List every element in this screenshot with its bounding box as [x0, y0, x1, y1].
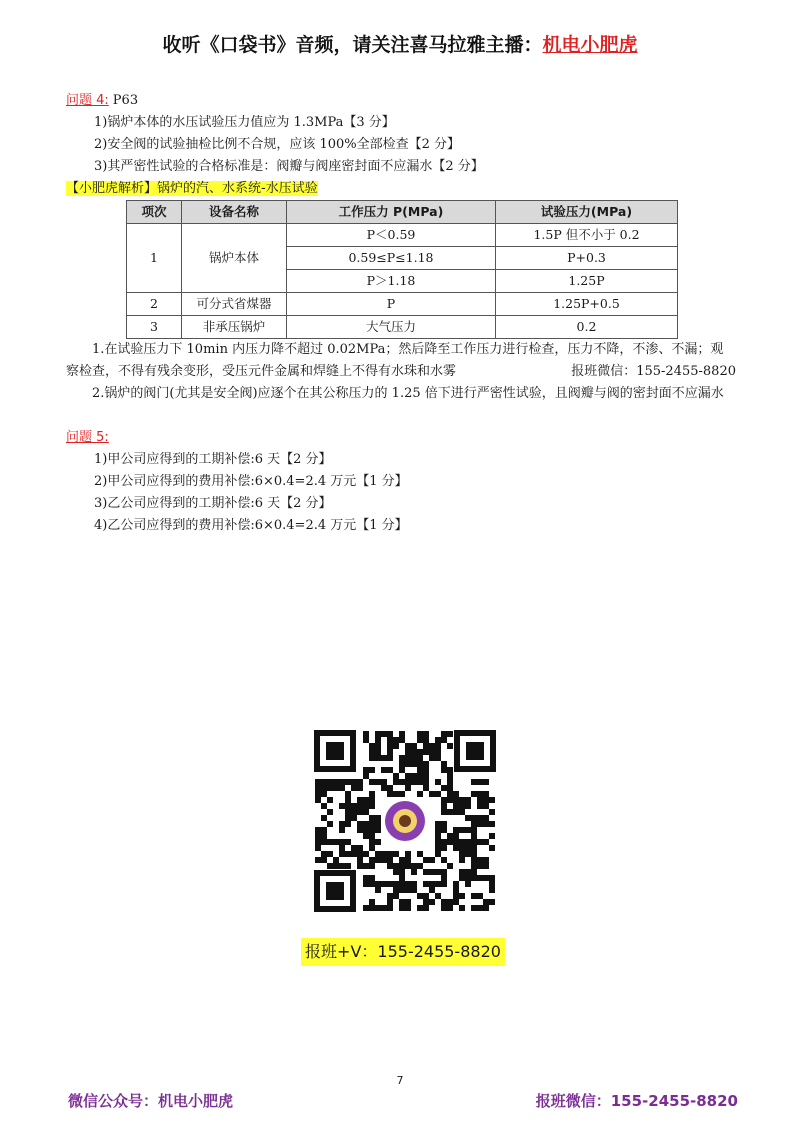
table-cell: 0.59≤P≤1.18	[287, 247, 496, 270]
table-cell: 1.5P 但不小于 0.2	[496, 224, 678, 247]
table-header-row	[127, 201, 678, 224]
table-cell: P+0.3	[496, 247, 678, 270]
host-name: 机电小肥虎	[542, 34, 638, 56]
q4-item: 2)安全阀的试验抽检比例不合规，应该 100%全部检查【2 分】	[94, 137, 461, 152]
table-cell: 可分式省煤器	[182, 293, 287, 316]
analysis-heading: 【小肥虎解析】锅炉的汽、水系统-水压试验	[66, 181, 318, 196]
table-cell: 非承压锅炉	[182, 316, 287, 339]
footer-contact: 报班微信：155-2455-8820	[535, 1092, 738, 1110]
qr-caption: 报班+V：155-2455-8820	[301, 938, 505, 966]
q5-item: 1)甲公司应得到的工期补偿:6 天【2 分】	[94, 452, 332, 467]
table-cell: 1.25P	[496, 270, 678, 293]
page-number: 7	[396, 1074, 404, 1087]
table-row	[127, 224, 678, 247]
header-title: 收听《口袋书》音频，请关注喜马拉雅主播：	[162, 34, 543, 56]
q4-item: 3)其严密性试验的合格标准是：阀瓣与阀座密封面不应漏水【2 分】	[94, 159, 484, 174]
footer-wechat-account: 微信公众号：机电小肥虎	[68, 1092, 234, 1110]
inline-contact: 报班微信：155-2455-8820	[571, 364, 736, 379]
qr-code-icon	[310, 726, 500, 916]
table-cell: 大气压力	[287, 316, 496, 339]
q5-item: 4)乙公司应得到的费用补偿:6×0.4=2.4 万元【1 分】	[94, 518, 408, 533]
table-cell: 锅炉本体	[182, 224, 287, 293]
table-cell: 3	[127, 316, 182, 339]
table-header-cell: 工作压力 P(MPa)	[287, 201, 496, 224]
note-1	[66, 339, 736, 383]
q4-page-ref: P63	[112, 93, 139, 108]
main-content	[66, 90, 736, 537]
table-cell: 1.25P+0.5	[496, 293, 678, 316]
q5-heading	[66, 427, 736, 449]
table-row	[127, 293, 678, 316]
note-1-text: 1.在试验压力下 10min 内压力降不超过 0.02MPa；然后降至工作压力进行检查，压力不降，不渗、不漏；观察检查，不得有残余变形，受压元件金属和焊缝上不得有水珠和水雾	[66, 342, 724, 379]
q4-item: 1)锅炉本体的水压试验压力值应为 1.3MPa【3 分】	[94, 115, 395, 130]
table-cell: P＜0.59	[287, 224, 496, 247]
table-row	[127, 316, 678, 339]
table-header-cell: 设备名称	[182, 201, 287, 224]
table-cell: 1	[127, 224, 182, 293]
q5-item: 3)乙公司应得到的工期补偿:6 天【2 分】	[94, 496, 332, 511]
note-2: 2.锅炉的阀门(尤其是安全阀)应逐个在其公称压力的 1.25 倍下进行严密性试验，且阀瓣与阀的密封面不应漏水	[92, 386, 724, 401]
q5-item: 2)甲公司应得到的费用补偿:6×0.4=2.4 万元【1 分】	[94, 474, 408, 489]
q5-label: 问题 5:	[66, 430, 109, 445]
table-cell: P	[287, 293, 496, 316]
table-header-cell: 试验压力(MPa)	[496, 201, 678, 224]
table-cell: 2	[127, 293, 182, 316]
table-header-cell: 项次	[127, 201, 182, 224]
pressure-table	[126, 200, 678, 339]
table-cell: P＞1.18	[287, 270, 496, 293]
q4-label: 问题 4:	[66, 93, 109, 108]
table-cell: 0.2	[496, 316, 678, 339]
page-header	[0, 30, 800, 57]
q4-heading	[66, 90, 736, 112]
